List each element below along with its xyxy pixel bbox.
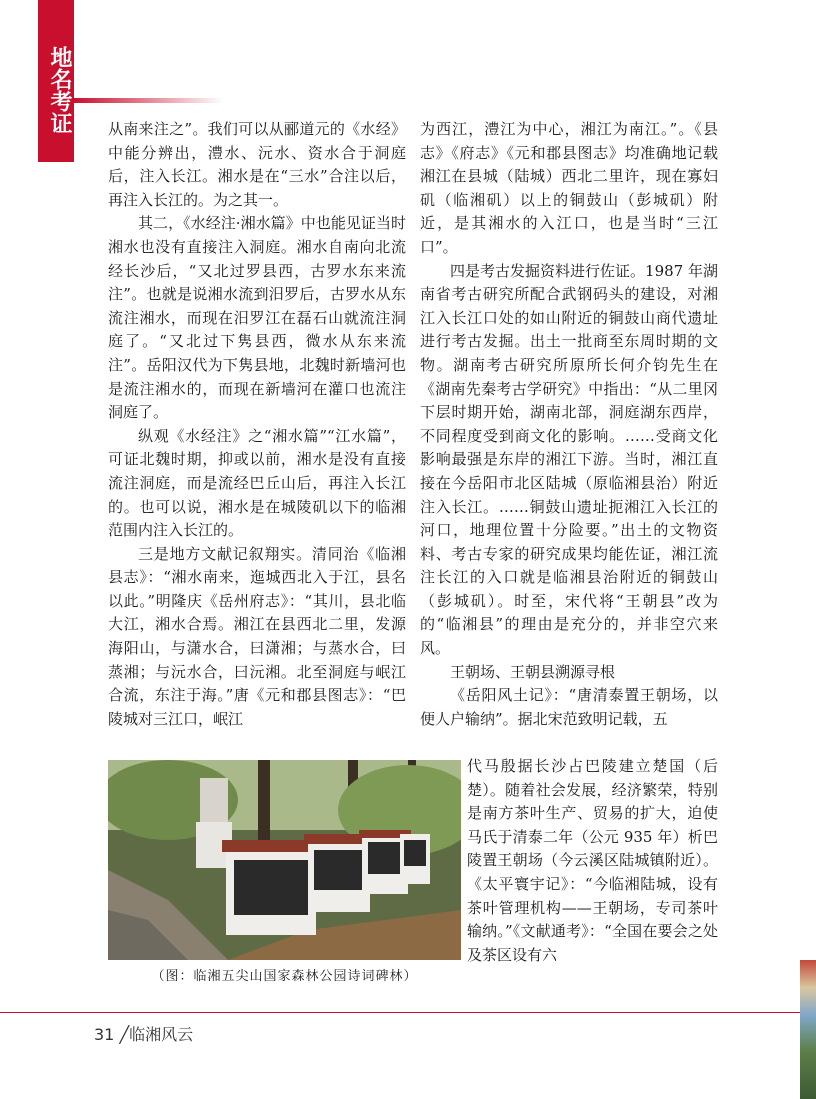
paragraph: 纵观《水经注》之“湘水篇”“江水篇”，可证北魏时期，抑或以前，湘水是没有直接流注洞庭，而是流经巴丘山后，再注入长江的。也可以说，湘水是在城陵矶以下的临湘范围内注入长江的。 xyxy=(108,426,406,540)
paragraph: 王朝场、王朝县溯源寻根 xyxy=(450,662,616,681)
stele-forest-illustration xyxy=(108,760,461,960)
paragraph: 从南来注之”。我们可以从郦道元的《水经》中能分辨出，澧水、沅水、资水合于洞庭后，注入长江。湘水是在“三水”合注以后，再注入长江的。为之其一。 xyxy=(108,120,406,209)
paragraph: 三是地方文献记叙翔实。清同治《临湘县志》：“湘水南来，迤城西北入于江，县名以此。”明隆庆《岳州府志》：“其川，县北临大江，湘水合焉。湘江在县西北二里，发源海阳山，与潇水合，曰潇湘；与蒸水合，曰蒸湘；与沅水合，曰沅湘。北至洞庭与岷江合流，东注于海。”唐《元和郡县图志》：“巴陵城对三江口，岷江 xyxy=(108,544,406,728)
right-text-column xyxy=(420,118,718,731)
edge-photo-strip xyxy=(800,960,816,1099)
paragraph: 其二，《水经注·湘水篇》中也能见证当时湘水也没有直接注入洞庭。湘水自南向北流经长沙后，“又北过罗县西，古罗水东来流注”。也就是说湘水流到汨罗后，古罗水从东流注湘水，而现在汨罗江在磊石山就流注洞庭了。“又北过下隽县西，微水从东来流注”。岳阳汉代为下隽县地，北魏时新墙河也是流注湘水的，而现在新墙河在灌口也流注洞庭了。 xyxy=(108,214,406,422)
stele-forest-photo xyxy=(108,760,461,960)
page-number: 31 xyxy=(94,1025,115,1044)
photo-caption: （图：临湘五尖山国家森林公园诗词碑林） xyxy=(151,969,418,984)
section-tab xyxy=(38,0,74,162)
paragraph: 《岳阳风土记》：“唐清泰置王朝场，以便人户输纳”。据北宋范致明记载，五 xyxy=(420,686,718,728)
section-rule xyxy=(74,98,224,103)
section-label: 地名考证 xyxy=(47,46,73,134)
left-text-column xyxy=(108,118,406,731)
paragraph: 四是考古发掘资料进行佐证。1987 年湖南省考古研究所配合武钢码头的建设，对湘江入长江口处的如山附近的铜鼓山商代遗址进行考古发掘。出土一批商至东周时期的文物。湖南考古研究所原所长何介钧先生在《湖南先秦考古学研究》中指出：“从二里冈下层时期开始，湖南北部，洞庭湖东西岸，不同程度受到商文化的影响。……受商文化影响最强是东岸的湘江下游。当时，湘江直接在今岳阳市北区陆城（原临湘县治）附近注入长江。……铜鼓山遗址扼湘江入长江的河口，地理位置十分险要。”出土的文物资料、考古专家的研究成果均能佐证，湘江流注长江的入口就是临湘县治附近的铜鼓山（彭城矶）。时至，宋代将“王朝县”改为的“临湘县”的理由是充分的，并非空穴来风。 xyxy=(420,261,718,658)
paragraph: 为西江，澧江为中心，湘江为南江。”。《县志》《府志》《元和郡县图志》均准确地记载湘江在县城（陆城）西北二里许，现在寡妇矶（临湘矶）以上的铜鼓山（彭城矶）附近，是其湘水的入江口，也是当时“三江口”。 xyxy=(420,120,718,256)
footer-rule xyxy=(0,1012,816,1013)
magazine-name: ╱临湘风云 xyxy=(119,1025,194,1044)
right-lower-text-column xyxy=(467,755,718,967)
paragraph: 代马殷据长沙占巴陵建立楚国（后楚）。随着社会发展，经济繁荣，特别是南方茶叶生产、贸易的扩大，迫使马氏于清泰二年（公元 935 年）析巴陵置王朝场（今云溪区陆城镇附近）。《太平寰宇记》：“今临湘陆城，设有茶叶管理机构——王朝场，专司茶叶输纳。”《文献通考》：“全国在要会之处及茶区设有六 xyxy=(467,757,718,964)
page-footer xyxy=(94,1022,193,1045)
